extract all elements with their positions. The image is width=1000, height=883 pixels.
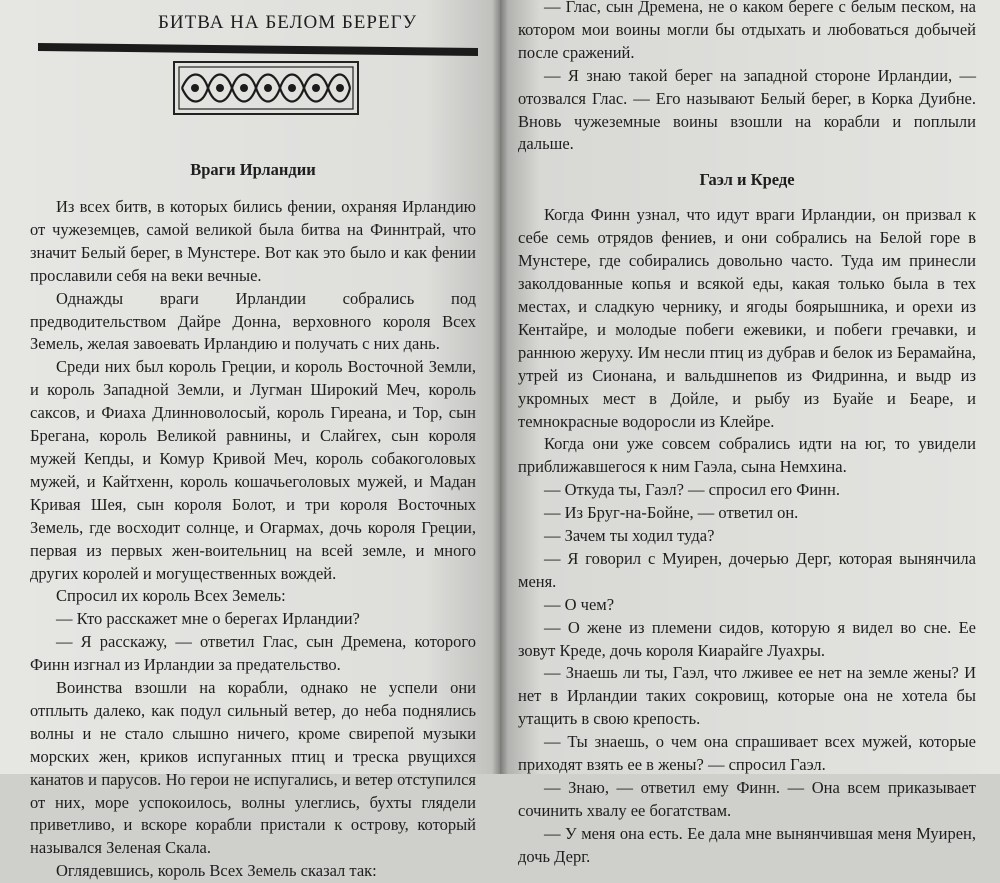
dialogue-line: — Я расскажу, — ответил Глас, сын Дремена, которого Финн изгнал из Ирландии за предательство. — [30, 632, 476, 675]
dialogue-line: — Знаешь ли ты, Гаэл, что лживее ее нет на земле жены? И нет в Ирландии таких сокровищ, которые она не хотела бы утащить в свою крепость. — [518, 663, 976, 729]
dialogue-line: — Зачем ты ходил туда? — [544, 526, 715, 546]
paragraph: Спросил их король Всех Земель: — [56, 586, 286, 606]
left-page — [0, 0, 500, 881]
right-page-body — [518, 0, 976, 869]
section-heading: Гаэл и Креде — [699, 170, 795, 190]
running-head: БИТВА НА БЕЛОМ БЕРЕГУ — [158, 12, 418, 33]
dialogue-line: — О чем? — [544, 594, 615, 614]
dialogue-line: — У меня она есть. Ее дала мне вынянчившая меня Муирен, дочь Дерг. — [518, 823, 976, 866]
paragraph: Из всех битв, в которых бились фении, охраняя Ирландию от чужеземцев, самой великой была битва на Финнтрай, что значит Белый берег, в Мунстере. Вот как это было и как фении прославили себя на веки вечные. — [30, 197, 476, 285]
dialogue-line: — Кто расскажет мне о берегах Ирландии? — [56, 609, 360, 629]
dialogue-line: — Откуда ты, Гаэл? — спросил его Финн. — [544, 480, 840, 500]
paragraph: Оглядевшись, король Всех Земель сказал так: — [56, 861, 377, 881]
right-page — [500, 0, 1000, 866]
paragraph: Когда они уже совсем собрались идти на юг, то увидели приближавшегося к ним Гаэла, сына Немхина. — [518, 434, 976, 477]
chapter-heading: Враги Ирландии — [190, 160, 316, 179]
dialogue-line: — Я знаю такой берег на западной стороне Ирландии, — отозвался Глас. — Его называют Белый берег, в Корка Дуибне. Вновь чужеземные воины взошли на корабли и поплыли дальше. — [518, 65, 976, 154]
left-page-body — [30, 160, 476, 883]
paragraph: Когда Финн узнал, что идут враги Ирландии, он призвал к себе семь отрядов фениев, и они собрались на Белой горе в Мунстере, где собирались довольно часто. Туда им принесли заколдованные копья и всякой еды, какая только была в тех местах, и сладкую чернику, и ягоды боярышника, и орехи из Кентайре, и молодые побеги ежевики, и побеги гречавки, и раннюю жеруху. Им несли птиц из дубрав и белок из Берамайна, утрей из Сионана, и вальдшнепов из Фидринна, и выдр из укромных мест в Дойле, и рыбу из Буайе и Беаре, и темнокрасные водоросли из Клейре. — [518, 205, 976, 431]
paragraph: Воинства взошли на корабли, однако не успели они отплыть далеко, как подул сильный ветер, до неба поднялись волны и не стало слышно ничего, кроме свирепой музыки морских жен, криков испуганных птиц и треска рвущихся канатов и парусов. Но герои не испугались, и ветер отступился от них, море успокоилось, волны улеглись, бухты глядели приветливо, и вскоре корабли пристали к острову, который назывался Зеленая Скала. — [30, 678, 476, 858]
dialogue-line: — Глас, сын Дремена, не о каком береге с белым песком, на котором мои воины могли бы отдыхать и любоваться добычей после сражений. — [518, 0, 976, 62]
dialogue-line: — О жене из племени сидов, которую я видел во сне. Ее зовут Креде, дочь короля Киарайге Луахры. — [518, 617, 976, 660]
header-rule — [38, 40, 478, 60]
dialogue-line: — Знаю, — ответил ему Финн. — Она всем приказывает сочинить хвалу ее богатствам. — [518, 778, 976, 820]
dialogue-line: — Из Бруг-на-Бойне, — ответил он. — [544, 503, 799, 523]
dialogue-line: — Ты знаешь, о чем она спрашивает всех мужей, которые приходят взять ее в жены? — спросил Гаэл. — [518, 732, 976, 775]
celtic-ornament-icon — [172, 60, 360, 116]
dialogue-line: — Я говорил с Муирен, дочерью Дерг, которая вынянчила меня. — [518, 548, 976, 591]
paragraph: Среди них был король Греции, и король Восточной Земли, и король Западной Земли, и Лугман Широкий Меч, король саксов, и Фиаха Длинноволосый, король Гиреана, и Тор, сын Брегана, король Великой равнины, и Слайгех, сын короля мужей Кепды, и Комур Кривой Меч, король собакоголовых мужей, и Кайтхенн, король кошачьеголовых мужей, и Мадан Кривая Шея, сын короля Болот, и три короля Восточных Земель, где восходит солнце, и Огармах, дочь короля Греции, первая из первых жен-воительниц на всей земле, и много других королей и могущественных вождей. — [30, 357, 476, 583]
paragraph: Однажды враги Ирландии собрались под предводительством Дайре Донна, верховного короля Всех Земель, желая завоевать Ирландию и получать с них дань. — [30, 288, 476, 354]
book-gutter — [492, 0, 508, 774]
